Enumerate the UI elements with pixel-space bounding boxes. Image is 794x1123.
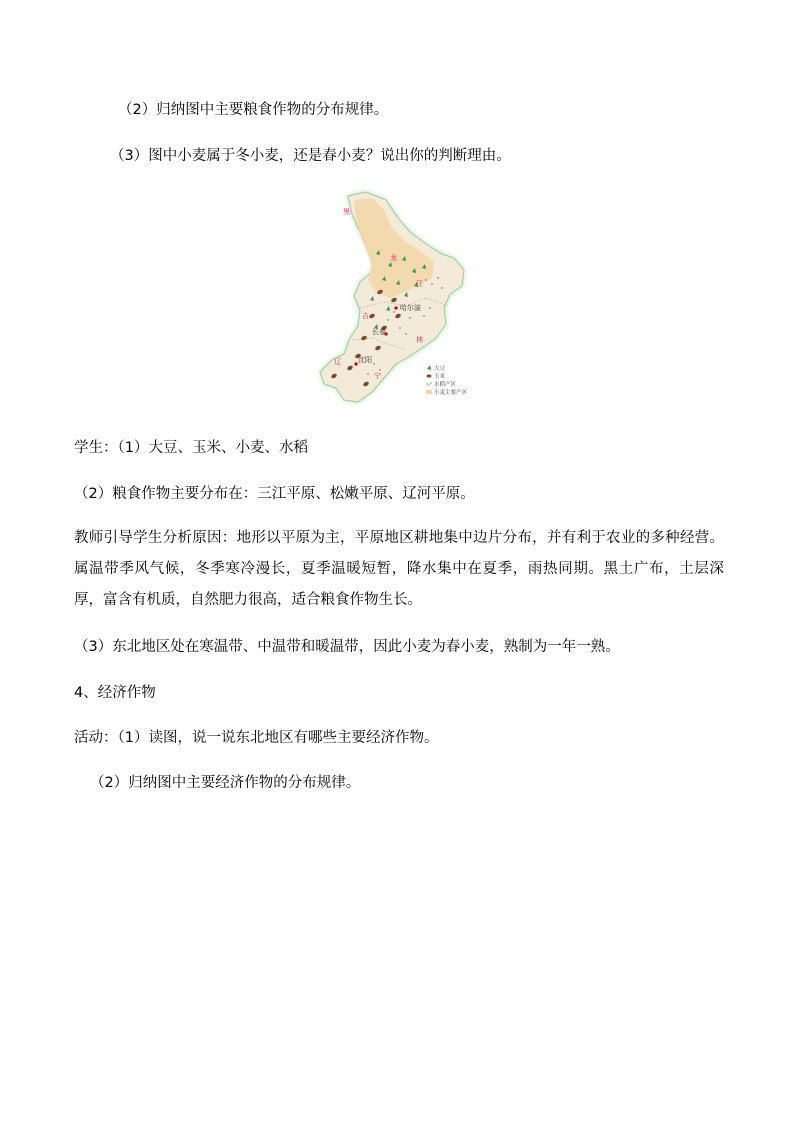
section-title: 4、经济作物 bbox=[74, 685, 156, 701]
question-2: （2）归纳图中主要粮食作物的分布规律。 bbox=[118, 102, 389, 118]
northeast-crop-map bbox=[314, 188, 484, 413]
region-label: 江 bbox=[416, 280, 423, 288]
question-3: （3）图中小麦属于冬小麦，还是春小麦？说出你的判断理由。 bbox=[110, 148, 511, 164]
activity-2: （2）归纳图中主要经济作物的分布规律。 bbox=[90, 775, 361, 791]
analysis-paragraph: 教师引导学生分析原因：地形以平原为主，平原地区耕地集中边片分布，并有利于农业的多种经营。属温带季风气候，冬季寒冷漫长，夏季温暖短暂，降水集中在夏季，雨热同期。黑土广布，土层深厚，富含有机质，自然肥力很高，适合粮食作物生长。 bbox=[74, 530, 724, 608]
region-label: 宁 bbox=[374, 372, 381, 380]
svg-text:水稻产区: 水稻产区 bbox=[434, 382, 457, 388]
region-label: 辽 bbox=[334, 358, 341, 366]
answer-3: （3）东北地区处在寒温带、中温带和暖温带，因此小麦为春小麦，熟制为一年一熟。 bbox=[74, 639, 620, 655]
region-label: 龙 bbox=[390, 254, 397, 262]
city-label: 哈尔滨 bbox=[400, 304, 421, 312]
answer-2: （2）粮食作物主要分布在：三江平原、松嫩平原、辽河平原。 bbox=[74, 486, 475, 502]
answer-1: 学生：（1）大豆、玉米、小麦、水稻 bbox=[74, 440, 308, 456]
svg-text:玉米: 玉米 bbox=[434, 374, 446, 380]
svg-text:小麦主要产区: 小麦主要产区 bbox=[434, 390, 468, 396]
region-label: 黑 bbox=[343, 208, 350, 216]
map-legend bbox=[426, 364, 468, 396]
city-label: 沈阳 bbox=[358, 356, 372, 364]
activity-1: 活动：（1）读图，说一说东北地区有哪些主要经济作物。 bbox=[74, 730, 439, 746]
svg-text:大豆: 大豆 bbox=[434, 366, 446, 372]
region-label: 吉 bbox=[362, 312, 369, 320]
city-label: 长春 bbox=[372, 328, 386, 336]
region-label: 林 bbox=[416, 336, 423, 344]
